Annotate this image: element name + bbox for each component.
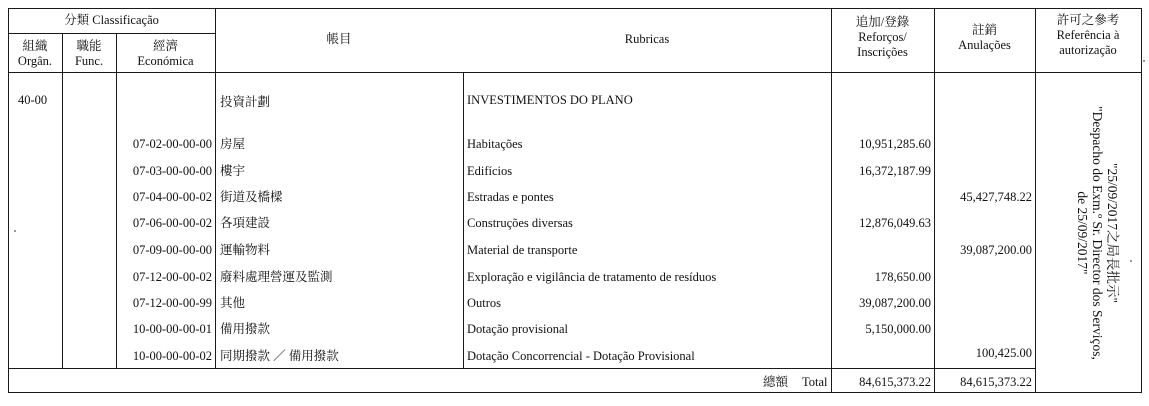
account-zh: 各項建設	[220, 216, 271, 230]
economic-header-zh: 經濟	[152, 39, 178, 53]
rubrica-pt: Material de transporte	[467, 243, 578, 257]
scan-speck	[14, 230, 16, 232]
account-zh: 其他	[220, 296, 246, 310]
rubricas-header: Rubricas	[624, 32, 670, 46]
account-zh: 同期撥款 ／ 備用撥款	[220, 349, 339, 363]
rubrica-pt: Dotação Concorrencial - Dotação Provisional	[467, 349, 695, 363]
authorization-line-2: "Despacho do Exm.º Sr. Director dos Serviços,	[1090, 106, 1105, 360]
reforco-amount: 12,876,049.63	[859, 216, 931, 230]
organic-header-zh: 組織	[22, 39, 48, 53]
organic-header-pt: Orgân.	[17, 54, 53, 68]
anulacao-header-pt: Anulações	[958, 38, 1011, 52]
functional-header-zh: 職能	[76, 39, 102, 53]
reforco-header-line2: Reforços/	[858, 30, 907, 44]
authorization-reference	[1064, 90, 1118, 370]
authorization-line-3: de 25/09/2017"	[1075, 191, 1090, 275]
account-zh: 運輸物料	[220, 243, 271, 257]
total-reforco: 84,615,373.22	[859, 375, 931, 389]
rubrica-pt: Construções diversas	[467, 216, 573, 230]
account-zh: 街道及橋樑	[220, 190, 283, 204]
rubrica-pt: Exploração e vigilância de tratamento de resíduos	[467, 270, 717, 284]
account-header: 帳目	[326, 32, 352, 46]
authorization-header-pt1: Referência à	[1056, 28, 1120, 42]
reforco-amount: 5,150,000.00	[865, 322, 931, 336]
header-bottom-border	[8, 72, 1142, 73]
rubrica-pt: Dotação provisional	[467, 322, 569, 336]
group-title-pt: INVESTIMENTOS DO PLANO	[467, 93, 633, 107]
total-label-zh: 總額	[763, 375, 789, 389]
economic-code: 07-12-00-00-02	[132, 270, 212, 284]
reforco-header-line1: 追加/登錄	[855, 15, 910, 29]
col-divider-organic	[62, 33, 63, 369]
reforco-amount: 10,951,285.60	[859, 137, 931, 151]
col-divider-referencia	[1035, 8, 1036, 393]
classification-divider	[8, 33, 215, 34]
economic-code: 07-12-00-00-99	[132, 296, 212, 310]
economic-code: 07-03-00-00-00	[132, 164, 212, 178]
total-anulacao: 84,615,373.22	[960, 375, 1032, 389]
account-zh: 廢料處理營運及監測	[220, 270, 333, 284]
authorization-header-zh: 許可之參考	[1056, 13, 1120, 27]
bottom-border	[8, 392, 1142, 393]
economic-code: 07-09-00-00-00	[132, 243, 212, 257]
economic-code: 10-00-00-00-01	[132, 322, 212, 336]
rubrica-pt: Edifícios	[467, 164, 513, 178]
rubrica-pt: Estradas e pontes	[467, 190, 554, 204]
account-zh: 樓宇	[220, 164, 246, 178]
reforco-amount: 39,087,200.00	[859, 296, 931, 310]
anulacao-header-zh: 註銷	[971, 23, 997, 37]
economic-header-pt: Económica	[137, 54, 194, 68]
reforco-amount: 16,372,187.99	[859, 164, 931, 178]
economic-code: 07-04-00-00-02	[132, 190, 212, 204]
authorization-header-pt2: autorização	[1059, 43, 1117, 57]
anulacao-amount: 45,427,748.22	[960, 190, 1032, 204]
reforco-amount: 178,650.00	[874, 270, 931, 284]
organic-code: 40-00	[18, 93, 48, 107]
economic-code: 07-06-00-00-02	[132, 216, 212, 230]
anulacao-amount: 39,087,200.00	[960, 243, 1032, 257]
account-zh: 備用撥款	[220, 322, 271, 336]
group-title-zh: 投資計劃	[220, 95, 271, 109]
economic-code: 10-00-00-00-02	[132, 349, 212, 363]
top-border	[8, 8, 1142, 9]
authorization-line-1: "25/09/2017之局長批示"	[1105, 162, 1120, 304]
total-label-pt: Total	[802, 375, 828, 389]
scan-speck	[1143, 60, 1145, 62]
anulacao-amount: 100,425.00	[975, 346, 1032, 360]
col-divider-rubricas	[463, 72, 464, 369]
classification-header: 分類 Classificação	[64, 13, 159, 27]
functional-header-pt: Func.	[74, 54, 104, 68]
rubrica-pt: Outros	[467, 296, 502, 310]
total-top-border	[8, 368, 1035, 369]
right-border	[1141, 8, 1142, 393]
reforco-header-line3: Inscrições	[857, 45, 908, 59]
scan-speck	[1130, 260, 1132, 262]
account-zh: 房屋	[220, 137, 246, 151]
col-divider-economic	[215, 8, 216, 369]
rubrica-pt: Habitações	[467, 137, 523, 151]
economic-code: 07-02-00-00-00	[132, 137, 212, 151]
